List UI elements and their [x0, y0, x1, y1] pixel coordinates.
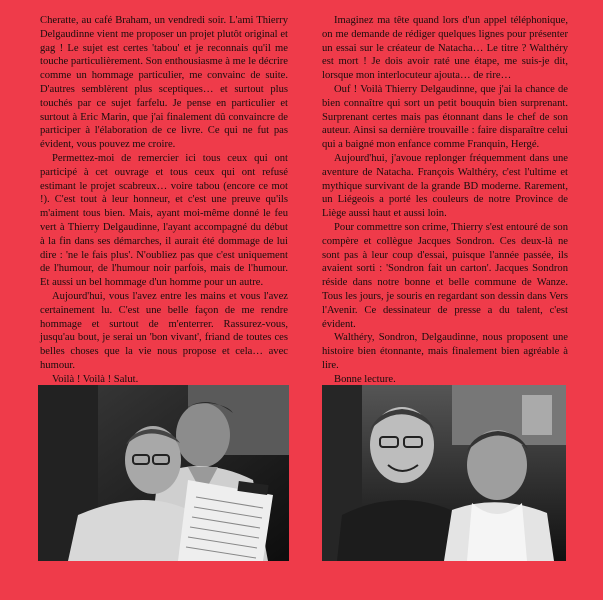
photo-men-reading-newspaper [38, 385, 289, 561]
paragraph: Aujourd'hui, vous l'avez entre les mains et vous l'avez certainement lu. C'est une belle façon de me rendre hommage et surtout de m'enterrer. Rassurez-vous, jusqu'au bout, je serai un 'bon vivant', friand de toutes ces belles choses que la vie nous propose et cela… avec humour. [40, 290, 288, 371]
photo-illustration [322, 385, 566, 561]
paragraph: Bonne lecture. [334, 373, 396, 385]
right-text-column [322, 14, 568, 410]
paragraph: Walthéry, Sondron, Delgaudinne, nous proposent une histoire bien étonnante, mais finalement bien agréable à lire. [322, 332, 568, 371]
photo-illustration [38, 385, 289, 561]
photo-men-in-bar [322, 385, 566, 561]
paragraph: Voilà ! Voilà ! Salut. [52, 373, 139, 385]
paragraph: Pour commettre son crime, Thierry s'est entouré de son compère et collègue Jacques Sondron. Ces deux-là ne sont pas à leur coup d'essai, puisque l'année passée, ils avaient sorti : 'Sondron fait un carton'. Jacques Sondron réside dans notre bonne et belle commune de Wanze. Tous les jours, je souris en regardant son dessin dans Vers l'Avenir. Ce dessinateur de presse a du talent, c'est évident. [322, 221, 568, 330]
paragraph: Imaginez ma tête quand lors d'un appel téléphonique, on me demande de rédiger quelques lignes pour présenter un essai sur le créateur de Natacha… Le titre ? Walthéry est mort ! Je dois avoir raté une étape, me suis-je dit, lorsque mon interlocuteur ajouta… de rire… [322, 15, 568, 82]
left-text-column [40, 14, 288, 429]
paragraph: Ouf ! Voilà Thierry Delgaudinne, que j'ai la chance de bien connaître qui sort un petit bouquin bien surprenant. Surprenant certes mais pas étonnant dans le chef de son auteur. Ainsi sa dernière trouvaille : faire disparaître celui qui a baigné mon enfance comme Franquin, Hergé. [322, 83, 568, 151]
paragraph: Aujourd'hui, j'avoue replonger fréquemment dans une aventure de Natacha. François Walthéry, c'est l'ultime et mythique survivant de la grande BD moderne. Rarement, un Liégeois a porté les couleurs de notre Province de Liège aussi haut et aussi loin. [322, 152, 568, 220]
paragraph: Cheratte, au café Braham, un vendredi soir. L'ami Thierry Delgaudinne vient me proposer un projet plutôt original et gag ! Le sujet est certes 'tabou' et je reconnais qu'il me touche particulièrement. Son enthousiasme à me le décrire comme un hommage particulier, me convainc de suite. D'autres semblèrent plus sceptiques… et surtout plus touchés par ce sujet farfelu. Je pense en particulier et surtout à Eric Marin, que j'ai finalement dû convaincre de participer à l'élaboration de ce livre. Ce qui ne fut pas évident, vous pouvez me croire. [40, 15, 288, 151]
paragraph: Permettez-moi de remercier ici tous ceux qui ont participé à cet ouvrage et tous ceux qui ont refusé estimant le projet scabreux… voire tabou (encore ce mot !). C'est tout à leur honneur, et c'est une preuve qu'ils m'aiment tous bien. Mais, ayant moi-même donné le feu vert à Thierry Delgaudinne, l'ayant accompagné du début à la fin dans ses démarches, il aurait été dommage de lui dire : 'ne le fais plus'. N'oubliez pas que c'est uniquement de l'humour, de l'humour noir parfois, mais de l'humour. Et aussi un bel hommage d'un homme pour un autre. [40, 152, 288, 289]
